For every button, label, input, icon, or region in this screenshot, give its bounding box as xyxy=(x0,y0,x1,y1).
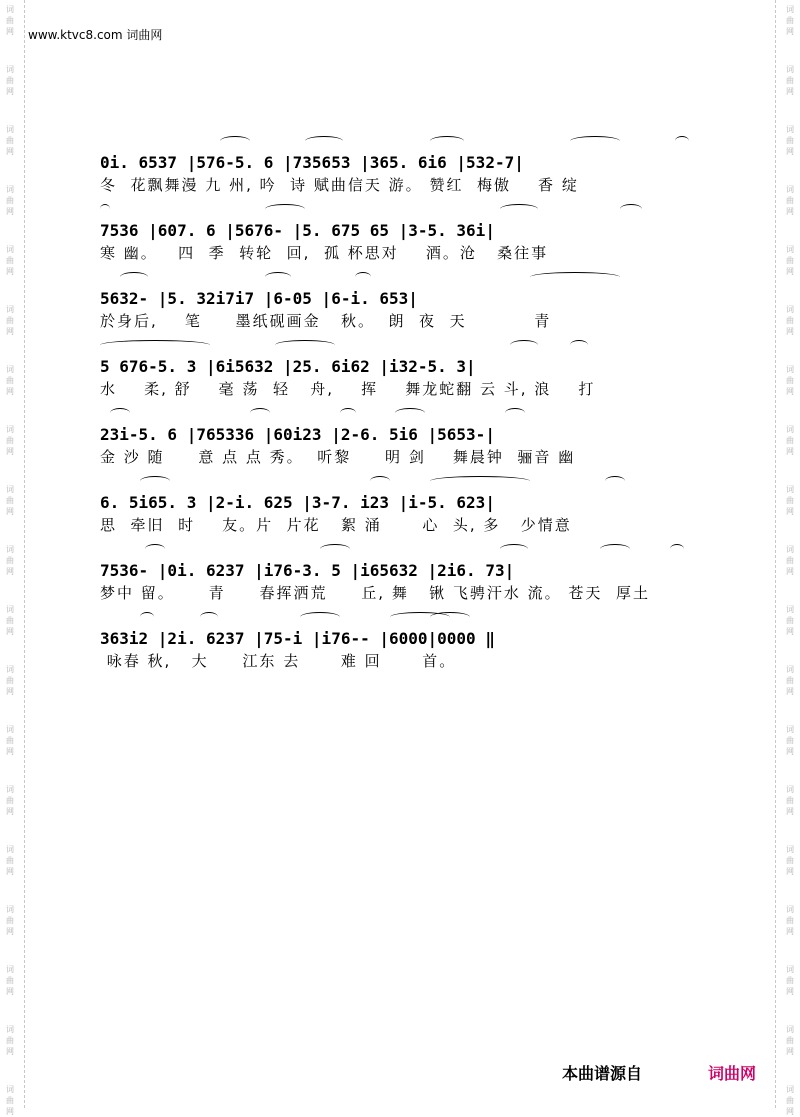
watermark-text: 词 曲 网 xyxy=(786,425,794,456)
watermark-text: 词 曲 网 xyxy=(786,785,794,816)
slur-mark xyxy=(500,204,538,214)
score-system xyxy=(100,266,700,334)
watermark-text: 词 曲 网 xyxy=(786,605,794,636)
score-system xyxy=(100,130,700,198)
watermark-text: 词 曲 网 xyxy=(6,425,14,456)
slur-mark xyxy=(265,204,305,214)
notation-line: 0i. 6537 |576-5. 6 |735653 |365. 6i6 |532-7| xyxy=(100,153,524,172)
slur-mark xyxy=(430,476,530,486)
slur-mark xyxy=(505,408,525,418)
notation-line: 6. 5i65. 3 |2-i. 625 |3-7. i23 |i-5. 623| xyxy=(100,493,495,512)
slur-mark xyxy=(145,544,165,554)
watermark-text: 词 曲 网 xyxy=(786,365,794,396)
watermark-text: 词 曲 网 xyxy=(786,545,794,576)
watermark-text: 词 曲 网 xyxy=(786,725,794,756)
watermark-text: 词 曲 网 xyxy=(786,5,794,36)
slur-mark xyxy=(530,272,620,282)
watermark-text: 词 曲 网 xyxy=(6,65,14,96)
lyric-line: 水 柔, 舒 毫 荡 轻 舟, 挥 舞龙蛇翻 云 斗, 浪 打 xyxy=(100,380,596,398)
slur-mark xyxy=(430,612,470,622)
watermark-text: 词 曲 网 xyxy=(6,785,14,816)
watermark-text: 词 曲 网 xyxy=(786,905,794,936)
notation-line: 7536- |0i. 6237 |i76-3. 5 |i65632 |2i6. 73| xyxy=(100,561,515,580)
lyric-line: 金 沙 随 意 点 点 秀。 听黎 明 剑 舞晨钟 骊音 幽 xyxy=(100,448,576,466)
watermark-text: 词 曲 网 xyxy=(6,845,14,876)
watermark-text: 词 曲 网 xyxy=(6,5,14,36)
slur-mark xyxy=(430,136,464,146)
score-system xyxy=(100,334,700,402)
score-system xyxy=(100,470,700,538)
music-score xyxy=(100,130,700,674)
watermark-text: 词 曲 网 xyxy=(786,65,794,96)
slur-mark xyxy=(510,340,538,350)
lyric-line: 咏春 秋, 大 江东 去 难 回 首。 xyxy=(100,652,457,670)
slur-mark xyxy=(305,136,343,146)
watermark-text: 词 曲 网 xyxy=(786,485,794,516)
notation-line: 5 676-5. 3 |6i5632 |25. 6i62 |i32-5. 3| xyxy=(100,357,476,376)
lyric-line: 梦中 留。 青 春挥洒荒 丘, 舞 锹 飞骋汗水 流。 苍天 厚土 xyxy=(100,584,650,602)
slur-mark xyxy=(355,272,371,282)
slur-mark xyxy=(570,340,588,350)
watermark-text: 词 曲 网 xyxy=(6,665,14,696)
slur-mark xyxy=(120,272,148,282)
watermark-text: 词 曲 网 xyxy=(786,305,794,336)
score-system xyxy=(100,198,700,266)
slur-mark xyxy=(250,408,270,418)
slur-mark xyxy=(140,612,154,622)
slur-mark xyxy=(340,408,356,418)
score-system xyxy=(100,538,700,606)
site-header[interactable]: www.ktvc8.com 词曲网 xyxy=(28,28,163,42)
slur-mark xyxy=(300,612,340,622)
slur-mark xyxy=(675,136,689,146)
lyric-line: 於身后, 笔 墨纸砚画金 秋。 朗 夜 天 青 xyxy=(100,312,552,330)
watermark-text: 词 曲 网 xyxy=(786,1085,794,1116)
source-site-link[interactable]: 词曲网 xyxy=(708,1064,757,1083)
watermark-text: 词 曲 网 xyxy=(6,1025,14,1056)
watermark-text: 词 曲 网 xyxy=(6,305,14,336)
lyric-line: 冬 花飘舞漫 九 州, 吟 诗 赋曲信天 游。 赞红 梅傲 香 绽 xyxy=(100,176,579,194)
watermark-text: 词 曲 网 xyxy=(6,245,14,276)
watermark-text: 词 曲 网 xyxy=(6,905,14,936)
slur-mark xyxy=(395,408,425,418)
watermark-text: 词 曲 网 xyxy=(6,605,14,636)
watermark-text: 词 曲 网 xyxy=(6,1085,14,1116)
slur-mark xyxy=(370,476,390,486)
slur-mark xyxy=(570,136,620,146)
slur-mark xyxy=(110,408,130,418)
watermark-text: 词 曲 网 xyxy=(786,665,794,696)
notation-line: 363i2 |2i. 6237 |75-i |i76-- |6000|0000 ‖ xyxy=(100,629,495,648)
watermark-text: 词 曲 网 xyxy=(6,485,14,516)
slur-mark xyxy=(275,340,335,350)
watermark-text: 词 曲 网 xyxy=(6,545,14,576)
lyric-line: 寒 幽。 四 季 转轮 回, 孤 杯思对 酒。沧 桑往事 xyxy=(100,244,549,262)
notation-line: 23i-5. 6 |765336 |60i23 |2-6. 5i6 |5653-| xyxy=(100,425,495,444)
slur-mark xyxy=(670,544,684,554)
lyric-line: 思 牵旧 时 友。片 片花 絮 涌 心 头, 多 少情意 xyxy=(100,516,572,534)
slur-mark xyxy=(220,136,250,146)
source-label: 本曲谱源自 xyxy=(562,1064,643,1083)
slur-mark xyxy=(265,272,291,282)
slur-mark xyxy=(620,204,642,214)
watermark-text: 词 曲 网 xyxy=(6,965,14,996)
watermark-text: 词 曲 网 xyxy=(786,845,794,876)
slur-mark xyxy=(600,544,630,554)
watermark-text: 词 曲 网 xyxy=(6,725,14,756)
watermark-text: 词 曲 网 xyxy=(786,185,794,216)
score-system xyxy=(100,402,700,470)
notation-line: 5632- |5. 32i7i7 |6-05 |6-i. 653| xyxy=(100,289,418,308)
slur-mark xyxy=(605,476,625,486)
watermark-text: 词 曲 网 xyxy=(6,365,14,396)
slur-mark xyxy=(200,612,218,622)
slur-mark xyxy=(100,204,110,214)
slur-mark xyxy=(140,476,170,486)
notation-line: 7536 |607. 6 |5676- |5. 675 65 |3-5. 36i| xyxy=(100,221,495,240)
score-system xyxy=(100,606,700,674)
watermark-text: 词 曲 网 xyxy=(786,965,794,996)
slur-mark xyxy=(500,544,528,554)
watermark-text: 词 曲 网 xyxy=(6,125,14,156)
watermark-text: 词 曲 网 xyxy=(6,185,14,216)
slur-mark xyxy=(100,340,210,350)
watermark-text: 词 曲 网 xyxy=(786,245,794,276)
watermark-text: 词 曲 网 xyxy=(786,125,794,156)
slur-mark xyxy=(320,544,350,554)
watermark-text: 词 曲 网 xyxy=(786,1025,794,1056)
